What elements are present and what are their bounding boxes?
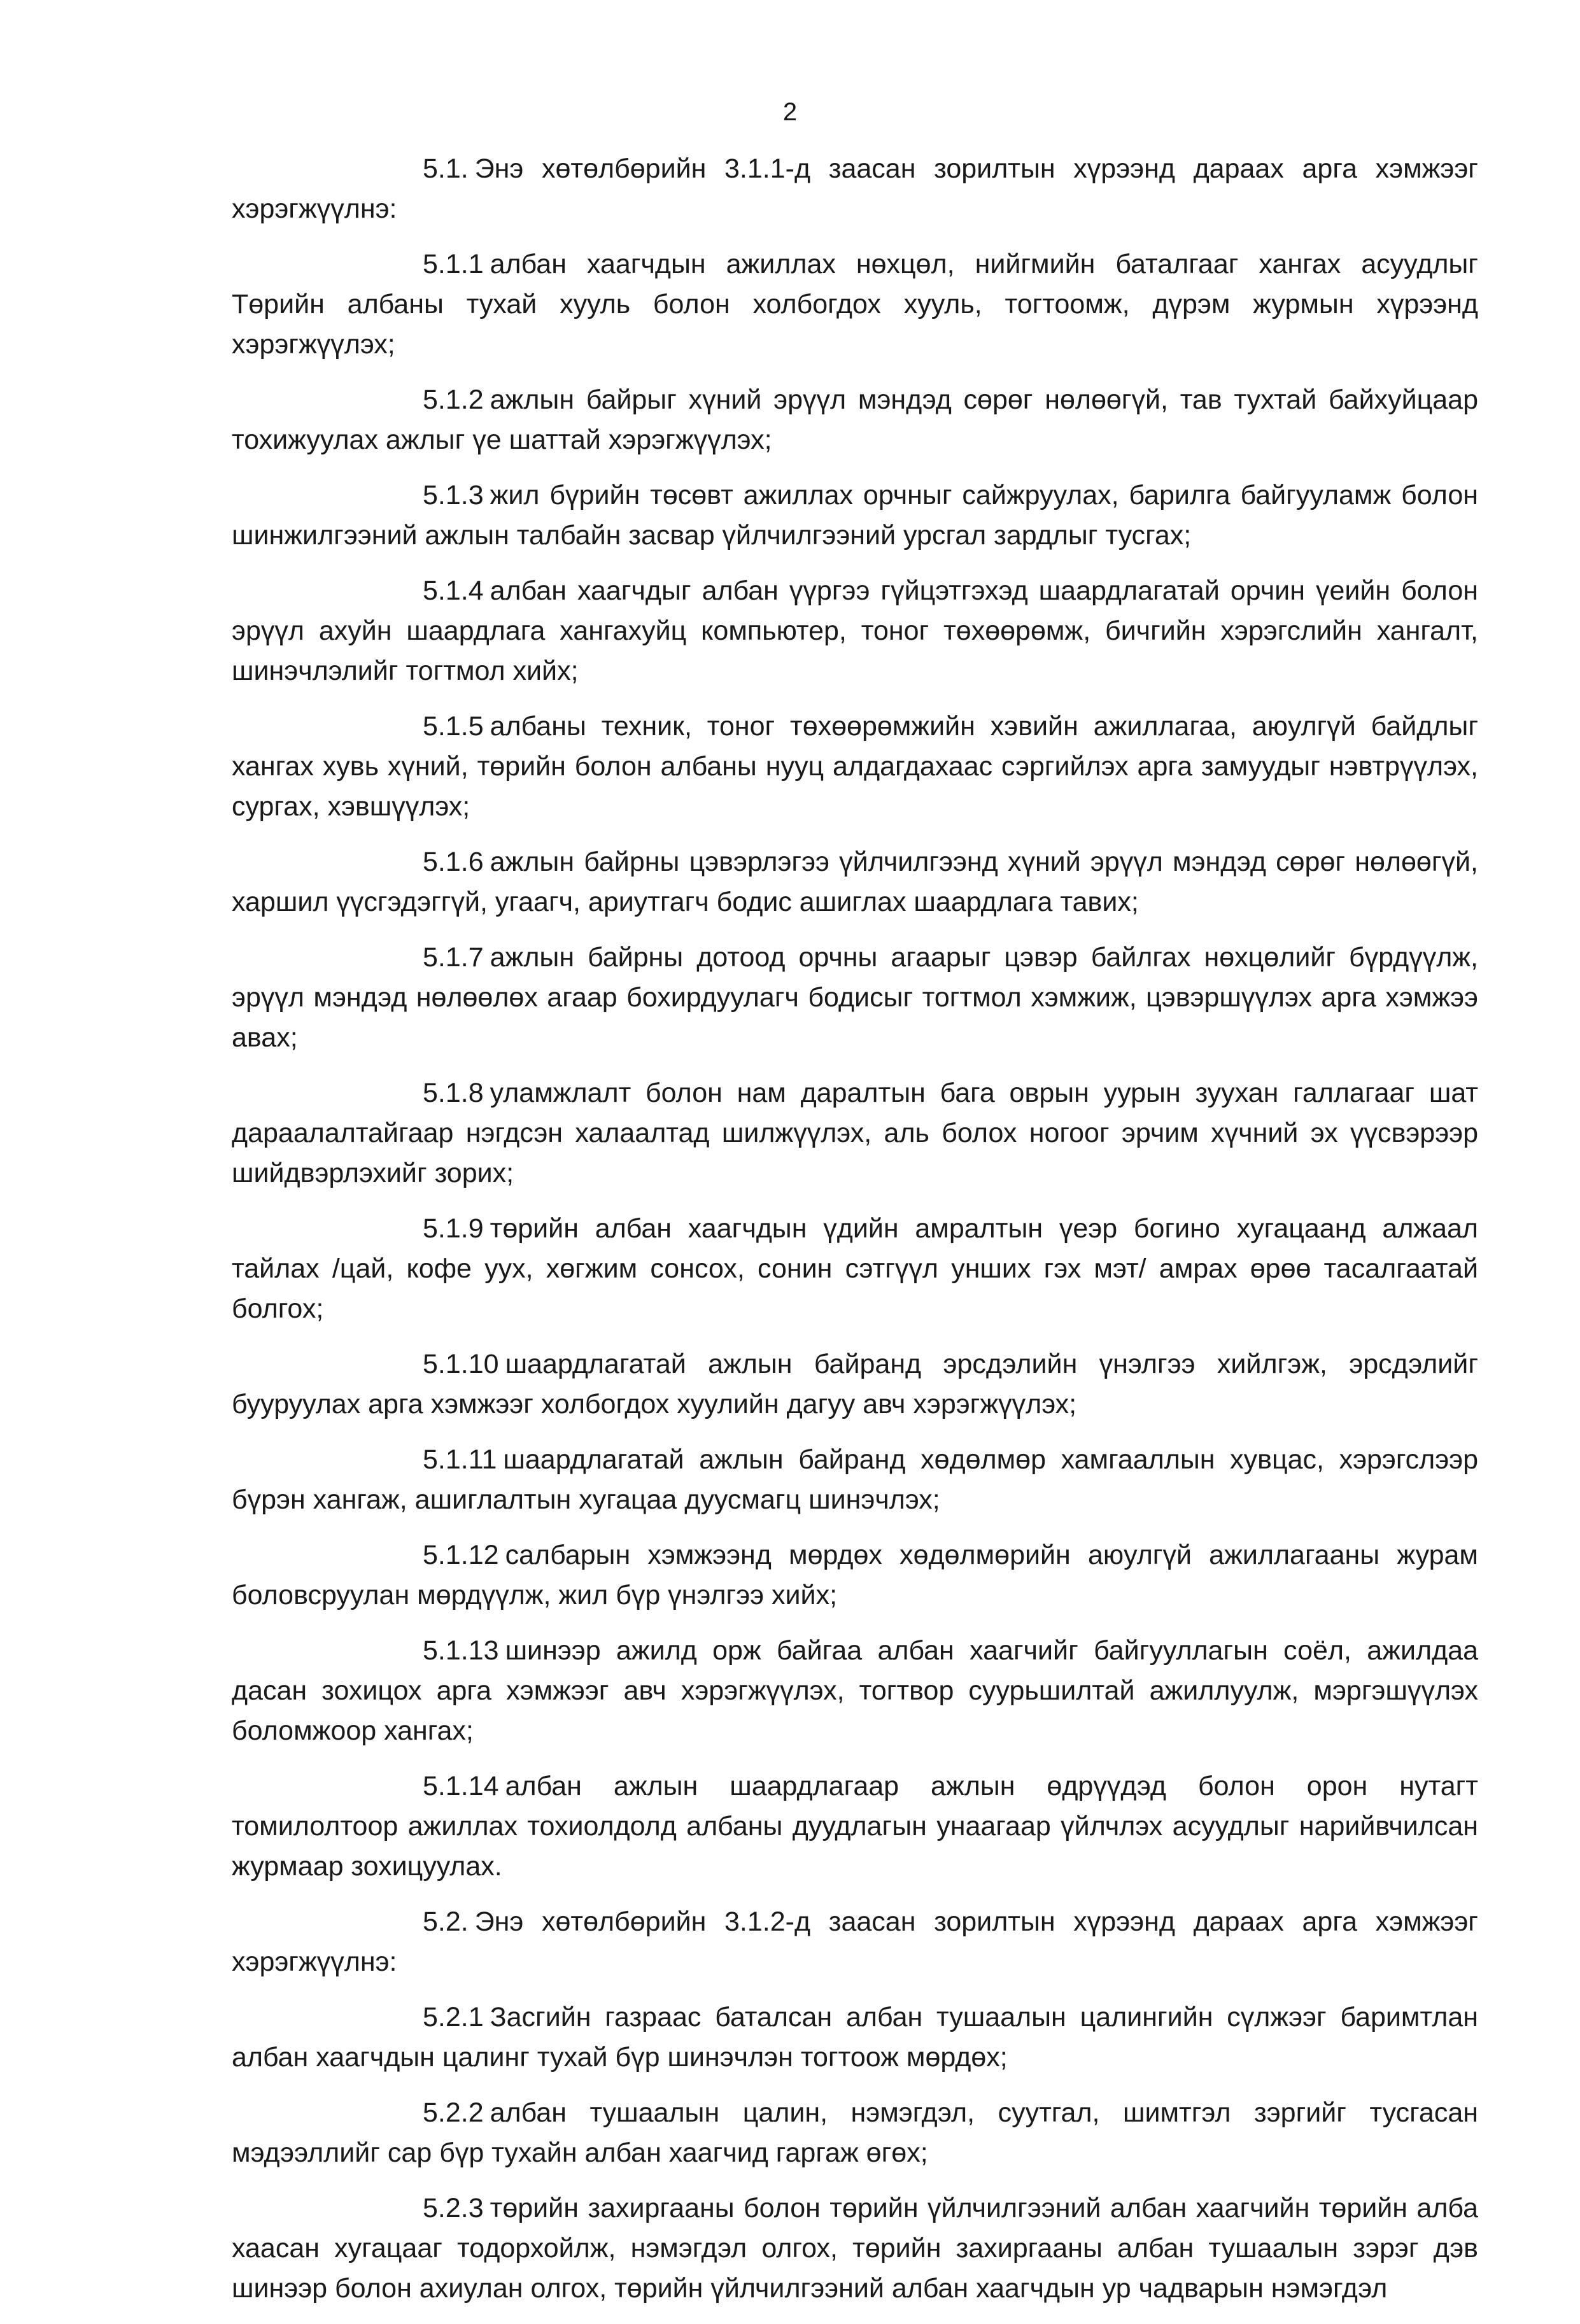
paragraph-number: 5.1.10 <box>423 1349 499 1379</box>
paragraph-5-1-3 <box>232 475 1478 556</box>
paragraph-number: 5.1.6 <box>423 847 484 877</box>
paragraph-text: төрийн захиргааны болон төрийн үйлчилгээний албан хаагчийн төрийн алба хаасан хугацааг тодорхойлж, нэмэгдэл олгох, төрийн захиргааны албан тушаалын зэрэг дэв шинээр болон ахиулан олгох, төрийн үйлчилгээний албан хаагчдын ур чадварын нэмэгдэл <box>232 2193 1478 2304</box>
paragraph-number: 5.2.3 <box>423 2193 484 2223</box>
paragraph-5-2 <box>232 1902 1478 1982</box>
paragraph-text: ажлын байрыг хүний эрүүл мэндэд сөрөг нөлөөгүй, тав тухтай байхуйцаар тохижуулах ажлыг үе шаттай хэрэгжүүлэх; <box>232 384 1478 455</box>
paragraph-text: төрийн албан хаагчдын үдийн амралтын үеэр богино хугацаанд алжаал тайлах /цай, кофе уух, хөгжим сонсох, сонин сэтгүүл унших гэх мэт/ амрах өрөө тасалгаатай болгох; <box>232 1213 1478 1324</box>
paragraph-number: 5.1. <box>423 153 469 184</box>
paragraph-5-1-5 <box>232 707 1478 827</box>
paragraph-5-1-12 <box>232 1535 1478 1616</box>
page-number: 2 <box>782 98 798 126</box>
paragraph-text: ажлын байрны цэвэрлэгээ үйлчилгээнд хүний эрүүл мэндэд сөрөг нөлөөгүй, харшил үүсгэдэггүй, угаагч, ариутгагч бодис ашиглах шаардлага тавих; <box>232 847 1478 917</box>
paragraph-5-2-1 <box>232 1997 1478 2078</box>
paragraph-text: салбарын хэмжээнд мөрдөх хөдөлмөрийн аюулгүй ажиллагааны журам боловсруулан мөрдүүлж, жил бүр үнэлгээ хийх; <box>232 1540 1478 1610</box>
paragraph-number: 5.1.4 <box>423 575 484 606</box>
paragraph-number: 5.1.8 <box>423 1078 484 1108</box>
paragraph-5-1 <box>232 149 1478 229</box>
paragraph-number: 5.1.14 <box>423 1771 499 1801</box>
paragraph-number: 5.1.2 <box>423 384 484 415</box>
paragraph-number: 5.2.2 <box>423 2097 484 2128</box>
paragraph-text: албаны техник, тоног төхөөрөмжийн хэвийн ажиллагаа, аюулгүй байдлыг хангах хувь хүний, төрийн болон албаны нууц алдагдахаас сэргийлэх арга замуудыг нэвтрүүлэх, сургах, хэвшүүлэх; <box>232 711 1478 822</box>
paragraph-5-1-9 <box>232 1209 1478 1329</box>
document-body <box>232 149 1478 2324</box>
paragraph-text: албан ажлын шаардлагаар ажлын өдрүүдэд болон орон нутагт томилолтоор ажиллах тохиолдолд албаны дуудлагын унаагаар үйлчлэх асуудлыг нарийвчилсан журмаар зохицуулах. <box>232 1771 1478 1882</box>
paragraph-text: албан хаагчдын ажиллах нөхцөл, нийгмийн баталгааг хангах асуудлыг Төрийн албаны тухай хууль болон холбогдох хууль, тогтоомж, дүрэм журмын хүрээнд хэрэгжүүлэх; <box>232 249 1478 360</box>
paragraph-number: 5.1.13 <box>423 1635 499 1666</box>
paragraph-5-2-3 <box>232 2188 1478 2309</box>
paragraph-5-1-4 <box>232 571 1478 691</box>
paragraph-number: 5.1.1 <box>423 249 484 279</box>
paragraph-number: 5.1.7 <box>423 942 484 973</box>
paragraph-5-1-14 <box>232 1766 1478 1887</box>
paragraph-5-1-7 <box>232 938 1478 1058</box>
paragraph-5-1-13 <box>232 1631 1478 1751</box>
paragraph-text: шаардлагатай ажлын байранд эрсдэлийн үнэлгээ хийлгэж, эрсдэлийг бууруулах арга хэмжээг холбогдох хуулийн дагуу авч хэрэгжүүлэх; <box>232 1349 1478 1419</box>
paragraph-text: албан хаагчдыг албан үүргээ гүйцэтгэхэд шаардлагатай орчин үеийн болон эрүүл ахуйн шаардлага хангахуйц компьютер, тоног төхөөрөмж, бичгийн хэрэгслийн хангалт, шинэчлэлийг тогтмол хийх; <box>232 575 1478 686</box>
paragraph-5-1-8 <box>232 1073 1478 1194</box>
paragraph-text: ажлын байрны дотоод орчны агаарыг цэвэр байлгах нөхцөлийг бүрдүүлж, эрүүл мэндэд нөлөөлөх агаар бохирдуулагч бодисыг тогтмол хэмжиж, цэвэршүүлэх арга хэмжээ авах; <box>232 942 1478 1053</box>
paragraph-5-1-10 <box>232 1344 1478 1425</box>
paragraph-text: уламжлалт болон нам даралтын бага оврын уурын зуухан галлагааг шат дараалалтайгаар нэгдсэн халаалтад шилжүүлэх, аль болох ногоог эрчим хүчний эх үүсвэрээр шийдвэрлэхийг зорих; <box>232 1078 1478 1188</box>
paragraph-5-2-2 <box>232 2093 1478 2173</box>
paragraph-text: Энэ хөтөлбөрийн 3.1.1-д заасан зорилтын хүрээнд дараах арга хэмжээг хэрэгжүүлнэ: <box>232 153 1478 224</box>
paragraph-text: шинээр ажилд орж байгаа албан хаагчийг байгууллагын соёл, ажилдаа дасан зохицох арга хэмжээг авч хэрэгжүүлэх, тогтвор суурьшилтай ажиллуулж, мэргэшүүлэх боломжоор хангах; <box>232 1635 1478 1746</box>
paragraph-number: 5.2. <box>423 1906 469 1937</box>
paragraph-text: Засгийн газраас баталсан албан тушаалын цалингийн сүлжээг баримтлан албан хаагчдын цалинг тухай бүр шинэчлэн тогтоож мөрдөх; <box>232 2002 1478 2073</box>
paragraph-text: шаардлагатай ажлын байранд хөдөлмөр хамгааллын хувцас, хэрэгслээр бүрэн хангаж, ашиглалтын хугацаа дуусмагц шинэчлэх; <box>232 1444 1478 1515</box>
paragraph-number: 5.1.12 <box>423 1540 499 1570</box>
paragraph-5-1-2 <box>232 380 1478 460</box>
paragraph-number: 5.1.11 <box>423 1444 497 1475</box>
paragraph-5-1-1 <box>232 244 1478 365</box>
paragraph-text: албан тушаалын цалин, нэмэгдэл, суутгал, шимтгэл зэргийг тусгасан мэдээллийг сар бүр тухайн албан хаагчид гаргаж өгөх; <box>232 2097 1478 2168</box>
paragraph-5-1-11 <box>232 1440 1478 1520</box>
paragraph-number: 5.1.5 <box>423 711 484 742</box>
paragraph-text: жил бүрийн төсөвт ажиллах орчныг сайжруулах, барилга байгууламж болон шинжилгээний ажлын талбайн засвар үйлчилгээний урсгал зардлыг тусгах; <box>232 480 1478 551</box>
paragraph-number: 5.1.3 <box>423 480 484 511</box>
paragraph-number: 5.2.1 <box>423 2002 484 2032</box>
paragraph-number: 5.1.9 <box>423 1213 484 1244</box>
paragraph-text: Энэ хөтөлбөрийн 3.1.2-д заасан зорилтын хүрээнд дараах арга хэмжээг хэрэгжүүлнэ: <box>232 1906 1478 1977</box>
paragraph-5-1-6 <box>232 842 1478 922</box>
